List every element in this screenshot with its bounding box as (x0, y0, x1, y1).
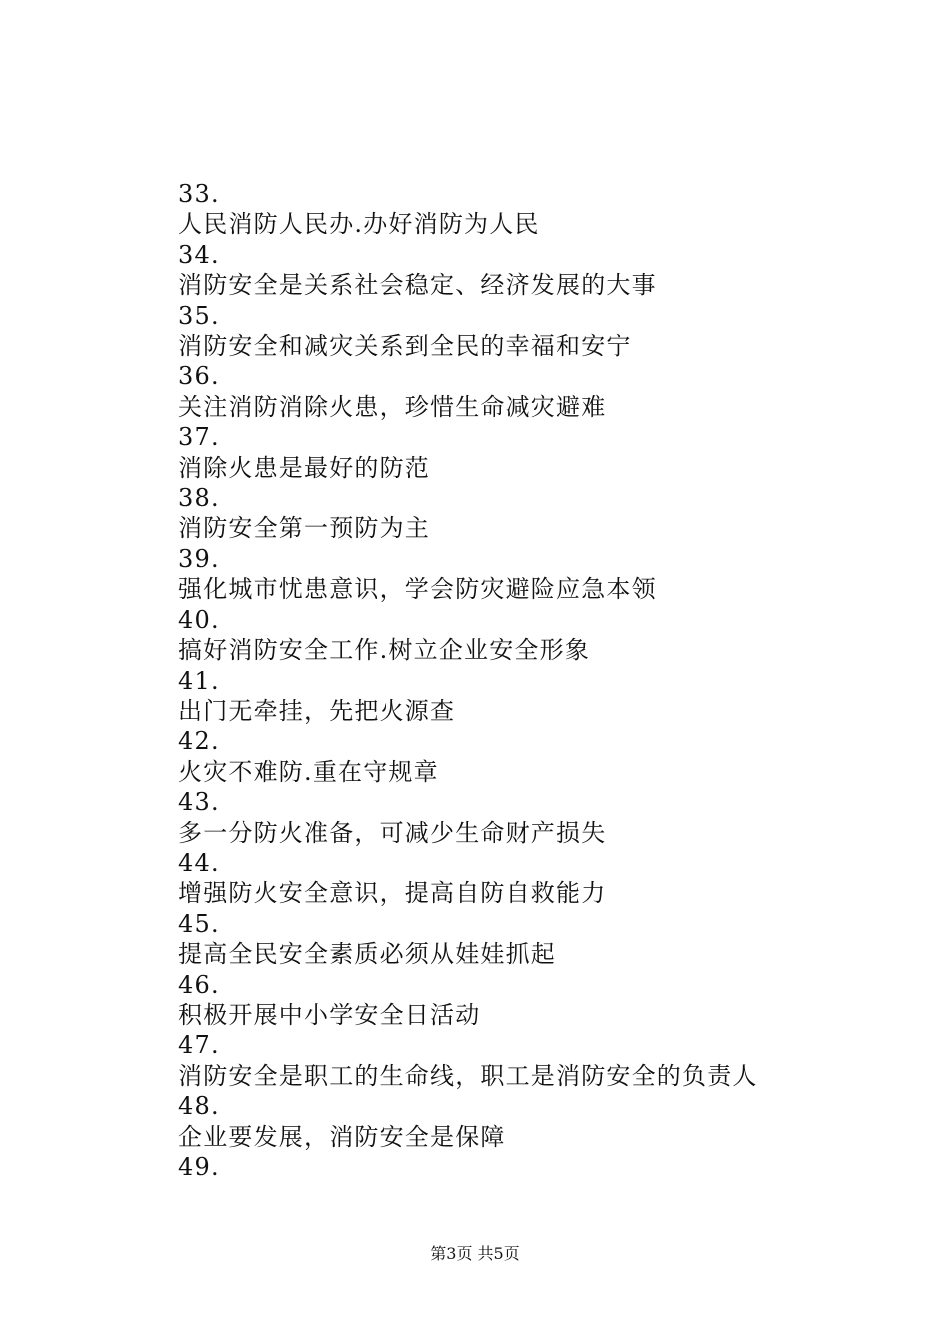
item-number: 40. (178, 605, 220, 634)
item-text: 消防安全是关系社会稳定、经济发展的大事 (178, 271, 657, 300)
item-text: 消防安全和减灾关系到全民的幸福和安宁 (178, 332, 632, 361)
list-item (178, 483, 878, 544)
item-text: 关注消防消除火患，珍惜生命减灾避难 (178, 392, 607, 421)
list-item (178, 605, 878, 666)
list-item (178, 909, 878, 970)
item-text: 搞好消防安全工作.树立企业安全形象 (178, 636, 591, 665)
item-text: 多一分防火准备，可减少生命财产损失 (178, 818, 607, 847)
item-number: 44. (178, 848, 220, 877)
list-item (178, 726, 878, 787)
document-body (178, 179, 878, 1182)
item-text: 企业要发展，消防安全是保障 (178, 1122, 506, 1151)
item-text: 强化城市忧患意识，学会防灾避险应急本领 (178, 575, 657, 604)
item-text: 出门无牵挂，先把火源查 (178, 696, 456, 725)
item-number: 34. (178, 240, 220, 269)
item-number: 46. (178, 970, 220, 999)
list-item (178, 1152, 878, 1182)
list-item (178, 848, 878, 909)
item-number: 42. (178, 727, 220, 756)
item-text: 积极开展中小学安全日活动 (178, 1000, 481, 1029)
item-text: 消防安全第一预防为主 (178, 514, 430, 543)
item-number: 37. (178, 423, 220, 452)
item-number: 38. (178, 484, 220, 513)
item-text: 消除火患是最好的防范 (178, 453, 430, 482)
list-item (178, 1030, 878, 1091)
item-number: 45. (178, 909, 220, 938)
item-number: 43. (178, 788, 220, 817)
list-item (178, 1091, 878, 1152)
list-item (178, 970, 878, 1031)
list-item (178, 240, 878, 301)
list-item (178, 361, 878, 422)
item-number: 48. (178, 1092, 220, 1121)
page-footer: 第3页 共5页 (430, 1244, 520, 1263)
item-text: 提高全民安全素质必须从娃娃抓起 (178, 940, 556, 969)
list-item (178, 666, 878, 727)
list-item (178, 179, 878, 240)
item-number: 36. (178, 362, 220, 391)
list-item (178, 301, 878, 362)
list-item (178, 544, 878, 605)
item-number: 35. (178, 301, 220, 330)
item-number: 47. (178, 1031, 220, 1060)
list-item (178, 787, 878, 848)
item-text: 人民消防人民办.办好消防为人民 (178, 210, 540, 239)
item-text: 火灾不难防.重在守规章 (178, 757, 439, 786)
item-text: 消防安全是职工的生命线，职工是消防安全的负责人 (178, 1061, 758, 1090)
item-number: 49. (178, 1153, 220, 1181)
list-item (178, 422, 878, 483)
item-text: 增强防火安全意识，提高自防自救能力 (178, 879, 607, 908)
item-number: 39. (178, 544, 220, 573)
item-number: 33. (178, 180, 220, 208)
item-number: 41. (178, 666, 220, 695)
